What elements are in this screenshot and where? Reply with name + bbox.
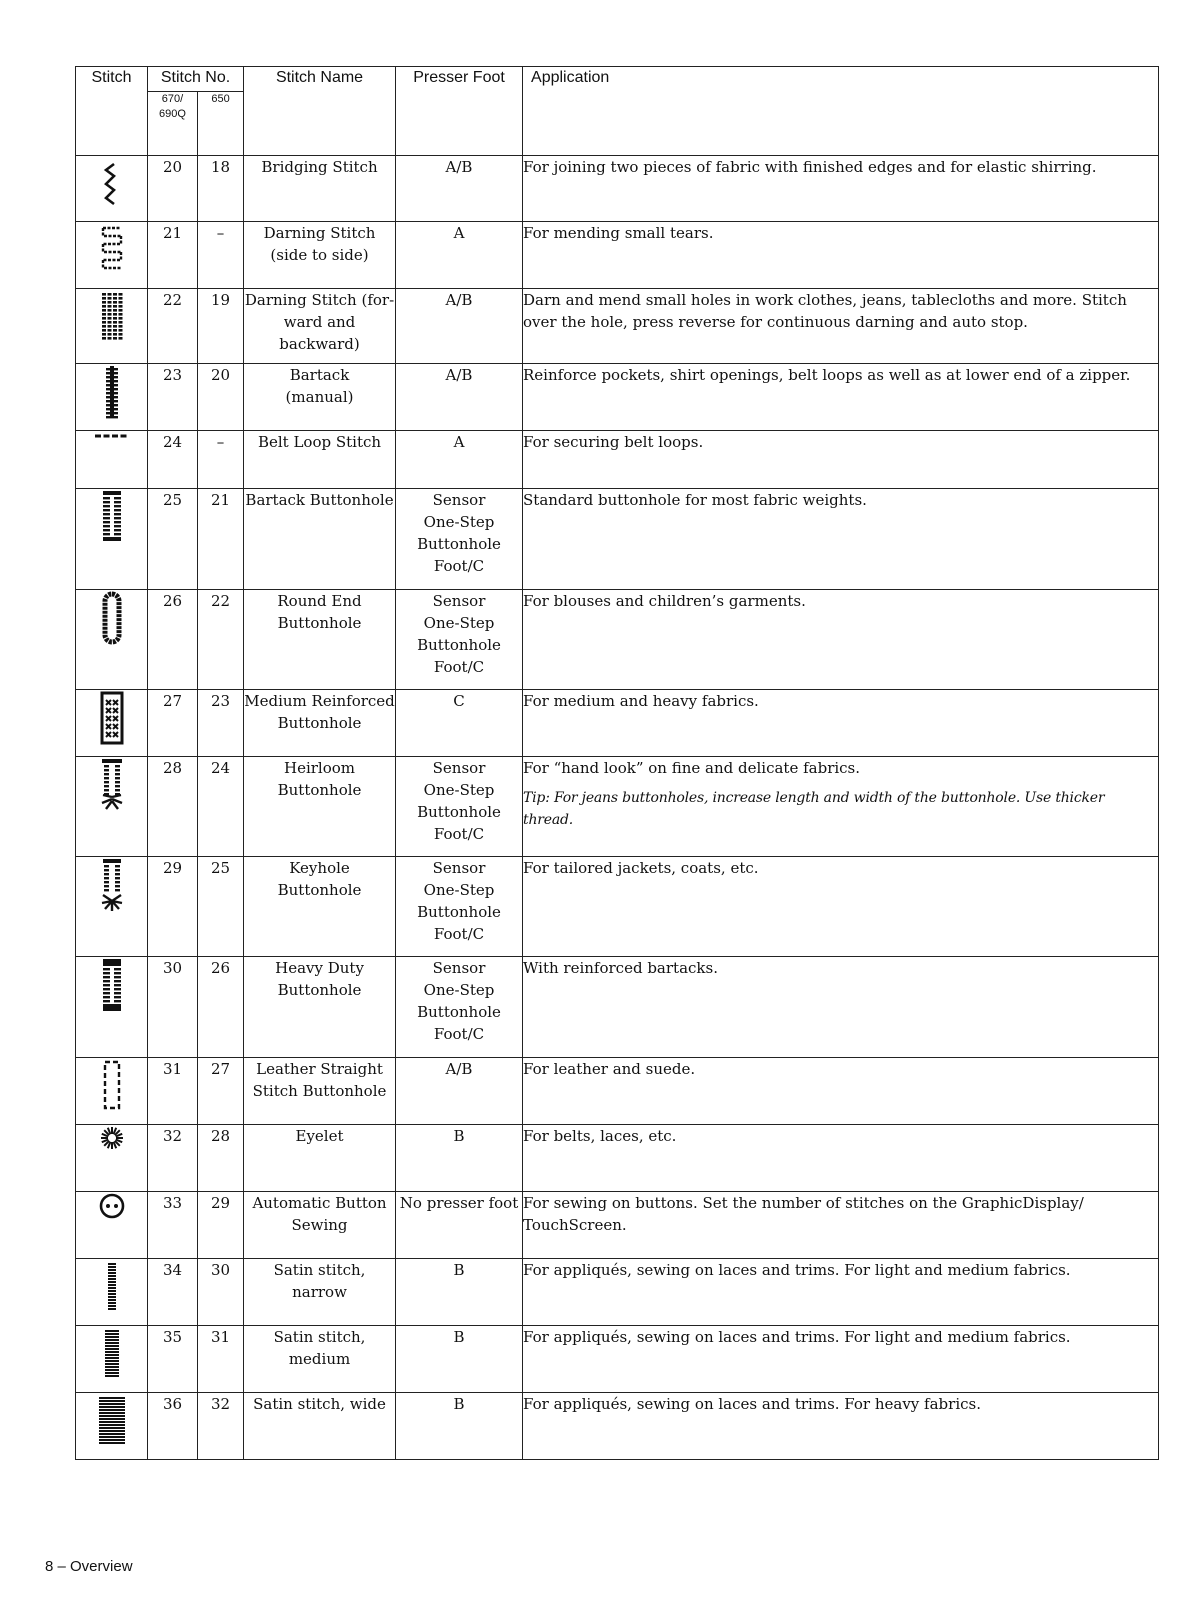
presser-foot-line: Foot/C bbox=[433, 1025, 485, 1043]
presser-foot-line: Foot/C bbox=[433, 658, 485, 676]
stitch-name bbox=[244, 431, 396, 489]
stitch-name-line: Sewing bbox=[291, 1216, 348, 1234]
stitch-name bbox=[244, 1192, 396, 1259]
presser-foot-line: Buttonhole bbox=[417, 535, 501, 553]
application-description: Reinforce pockets, shirt openings, belt loops as well as at lower end of a zipper. bbox=[523, 366, 1131, 384]
presser-foot bbox=[396, 489, 523, 590]
presser-foot-line: A bbox=[453, 224, 465, 242]
stitch-name-line: Buttonhole bbox=[277, 614, 362, 632]
presser-foot bbox=[396, 156, 523, 222]
application-description: With reinforced bartacks. bbox=[523, 959, 718, 977]
stitch-name-line: Darning Stitch bbox=[263, 224, 376, 242]
stitch-number-650: 20 bbox=[198, 364, 244, 431]
application-text bbox=[523, 690, 1159, 757]
application-description: For medium and heavy fabrics. bbox=[523, 692, 759, 710]
presser-foot bbox=[396, 431, 523, 489]
presser-foot-line: One-Step bbox=[423, 781, 495, 799]
presser-foot-line: Sensor bbox=[432, 759, 486, 777]
stitch-number-670-690q: 27 bbox=[148, 690, 198, 757]
application-text bbox=[523, 1326, 1159, 1393]
presser-foot-line: C bbox=[453, 692, 465, 710]
stitch-number-650: 19 bbox=[198, 289, 244, 364]
stitch-name bbox=[244, 590, 396, 690]
presser-foot-line: Buttonhole bbox=[417, 903, 501, 921]
stitch-row bbox=[76, 857, 1159, 957]
stitch-number-670-690q: 36 bbox=[148, 1393, 198, 1460]
stitch-name-line: (side to side) bbox=[270, 246, 369, 264]
application-description: For blouses and children’s garments. bbox=[523, 592, 806, 610]
presser-foot-line: One-Step bbox=[423, 513, 495, 531]
stitch-name-line: Bartack Buttonhole bbox=[245, 491, 394, 509]
stitch-name-line: Bridging Stitch bbox=[261, 158, 378, 176]
presser-foot bbox=[396, 1326, 523, 1393]
stitch-name bbox=[244, 1058, 396, 1125]
darning-side-icon bbox=[76, 222, 148, 289]
application-description: For belts, laces, etc. bbox=[523, 1127, 677, 1145]
stitch-name-line: Satin stitch, bbox=[273, 1328, 366, 1346]
stitch-number-670-690q: 34 bbox=[148, 1259, 198, 1326]
button-sewing-icon bbox=[76, 1192, 148, 1259]
bartack-icon bbox=[76, 364, 148, 431]
stitch-row bbox=[76, 1058, 1159, 1125]
stitch-number-650: 18 bbox=[198, 156, 244, 222]
satin-narrow-icon bbox=[76, 1259, 148, 1326]
stitch-number-670-690q: 31 bbox=[148, 1058, 198, 1125]
stitch-name-line: medium bbox=[288, 1350, 351, 1368]
stitch-name-line: Leather Straight bbox=[256, 1060, 383, 1078]
stitch-row bbox=[76, 690, 1159, 757]
stitch-row bbox=[76, 364, 1159, 431]
page-footer: 8 – Overview bbox=[45, 1558, 133, 1575]
stitch-row bbox=[76, 222, 1159, 289]
presser-foot bbox=[396, 1259, 523, 1326]
stitch-number-670-690q: 25 bbox=[148, 489, 198, 590]
header-stitch-no: Stitch No. bbox=[148, 67, 244, 92]
application-text bbox=[523, 489, 1159, 590]
stitch-number-670-690q: 32 bbox=[148, 1125, 198, 1192]
presser-foot bbox=[396, 1393, 523, 1460]
application-text bbox=[523, 1125, 1159, 1192]
application-text bbox=[523, 757, 1159, 857]
presser-foot-line: Sensor bbox=[432, 592, 486, 610]
stitch-number-670-690q: 22 bbox=[148, 289, 198, 364]
medium-reinforced-buttonhole-icon bbox=[76, 690, 148, 757]
presser-foot-line: B bbox=[453, 1395, 465, 1413]
stitch-number-670-690q: 23 bbox=[148, 364, 198, 431]
application-description: For mending small tears. bbox=[523, 224, 714, 242]
stitch-number-670-690q: 35 bbox=[148, 1326, 198, 1393]
stitch-row bbox=[76, 1326, 1159, 1393]
stitch-number-670-690q: 24 bbox=[148, 431, 198, 489]
presser-foot bbox=[396, 757, 523, 857]
stitch-name bbox=[244, 1125, 396, 1192]
presser-foot bbox=[396, 957, 523, 1058]
belt-loop-icon bbox=[76, 431, 148, 489]
application-text bbox=[523, 957, 1159, 1058]
stitch-number-650: 26 bbox=[198, 957, 244, 1058]
stitch-name-line: ward and backward) bbox=[279, 313, 360, 353]
stitch-name-line: Eyelet bbox=[295, 1127, 344, 1145]
stitch-name-line: Heirloom bbox=[284, 759, 356, 777]
header-application: Application bbox=[523, 67, 1159, 156]
header-model-670: 670/ bbox=[161, 93, 184, 106]
header-stitch: Stitch bbox=[76, 67, 148, 156]
application-text bbox=[523, 857, 1159, 957]
stitch-name bbox=[244, 156, 396, 222]
stitch-name bbox=[244, 957, 396, 1058]
stitch-row bbox=[76, 431, 1159, 489]
presser-foot-line: Sensor bbox=[432, 859, 486, 877]
presser-foot-line: Foot/C bbox=[433, 925, 485, 943]
stitch-name bbox=[244, 489, 396, 590]
stitch-name-line: Keyhole bbox=[289, 859, 350, 877]
stitch-row bbox=[76, 489, 1159, 590]
stitch-row bbox=[76, 289, 1159, 364]
presser-foot-line: One-Step bbox=[423, 614, 495, 632]
stitch-row bbox=[76, 1393, 1159, 1460]
satin-wide-icon bbox=[76, 1393, 148, 1460]
presser-foot-line: A bbox=[453, 433, 465, 451]
stitch-number-670-690q: 33 bbox=[148, 1192, 198, 1259]
application-text bbox=[523, 590, 1159, 690]
stitch-name bbox=[244, 1259, 396, 1326]
stitch-name bbox=[244, 690, 396, 757]
stitch-name-line: Buttonhole bbox=[277, 881, 362, 899]
stitch-name-line: Bartack bbox=[289, 366, 350, 384]
stitch-number-650: 30 bbox=[198, 1259, 244, 1326]
application-text bbox=[523, 222, 1159, 289]
application-description: For sewing on buttons. Set the number of stitches on the GraphicDisplay/ TouchScreen. bbox=[523, 1194, 1084, 1234]
stitch-name-line: Darning Stitch (for- bbox=[244, 291, 395, 309]
stitch-number-650: 22 bbox=[198, 590, 244, 690]
stitch-name bbox=[244, 857, 396, 957]
presser-foot bbox=[396, 857, 523, 957]
application-description: For joining two pieces of fabric with finished edges and for elastic shirring. bbox=[523, 158, 1097, 176]
presser-foot bbox=[396, 222, 523, 289]
stitch-name-line: Satin stitch, narrow bbox=[273, 1261, 366, 1301]
round-end-buttonhole-icon bbox=[76, 590, 148, 690]
stitch-row bbox=[76, 1259, 1159, 1326]
application-text bbox=[523, 1058, 1159, 1125]
stitch-number-670-690q: 20 bbox=[148, 156, 198, 222]
stitch-number-650: – bbox=[198, 431, 244, 489]
leather-buttonhole-icon bbox=[76, 1058, 148, 1125]
bridging-stitch-icon bbox=[76, 156, 148, 222]
bartack-buttonhole-icon bbox=[76, 489, 148, 590]
stitch-name-line: (manual) bbox=[285, 388, 354, 406]
presser-foot-line: A/B bbox=[445, 1060, 473, 1078]
presser-foot bbox=[396, 289, 523, 364]
stitch-number-650: 24 bbox=[198, 757, 244, 857]
presser-foot-line: A/B bbox=[445, 291, 473, 309]
presser-foot bbox=[396, 1125, 523, 1192]
presser-foot-line: Buttonhole bbox=[417, 803, 501, 821]
stitch-number-650: 31 bbox=[198, 1326, 244, 1393]
application-description: For appliqués, sewing on laces and trims. For light and medium fabrics. bbox=[523, 1328, 1071, 1346]
presser-foot-line: A/B bbox=[445, 158, 473, 176]
keyhole-buttonhole-icon bbox=[76, 857, 148, 957]
stitch-row bbox=[76, 957, 1159, 1058]
application-text bbox=[523, 1192, 1159, 1259]
stitch-row bbox=[76, 757, 1159, 857]
application-text bbox=[523, 431, 1159, 489]
stitch-name bbox=[244, 289, 396, 364]
stitch-name-line: Buttonhole bbox=[277, 714, 362, 732]
stitch-name-line: Stitch Buttonhole bbox=[252, 1082, 387, 1100]
stitch-number-650: 28 bbox=[198, 1125, 244, 1192]
presser-foot-line: Foot/C bbox=[433, 557, 485, 575]
stitch-name bbox=[244, 1393, 396, 1460]
presser-foot-line: B bbox=[453, 1261, 465, 1279]
application-text bbox=[523, 156, 1159, 222]
stitch-row bbox=[76, 590, 1159, 690]
stitch-row bbox=[76, 156, 1159, 222]
stitch-name-line: Heavy Duty bbox=[275, 959, 364, 977]
heavy-duty-buttonhole-icon bbox=[76, 957, 148, 1058]
application-text bbox=[523, 289, 1159, 364]
stitch-number-650: 21 bbox=[198, 489, 244, 590]
stitch-name bbox=[244, 364, 396, 431]
presser-foot-line: Foot/C bbox=[433, 825, 485, 843]
stitch-number-670-690q: 28 bbox=[148, 757, 198, 857]
presser-foot-line: B bbox=[453, 1328, 465, 1346]
presser-foot-line: One-Step bbox=[423, 881, 495, 899]
eyelet-icon bbox=[76, 1125, 148, 1192]
application-text bbox=[523, 1393, 1159, 1460]
header-presser-foot: Presser Foot bbox=[396, 67, 523, 156]
presser-foot-line: No presser foot bbox=[399, 1194, 519, 1212]
stitch-number-650: 32 bbox=[198, 1393, 244, 1460]
application-description: For leather and suede. bbox=[523, 1060, 696, 1078]
presser-foot-line: Buttonhole bbox=[417, 636, 501, 654]
stitch-number-670-690q: 26 bbox=[148, 590, 198, 690]
stitch-name-line: Automatic Button bbox=[252, 1194, 387, 1212]
application-description: For tailored jackets, coats, etc. bbox=[523, 859, 759, 877]
presser-foot-line: Sensor bbox=[432, 959, 486, 977]
stitch-number-650: 23 bbox=[198, 690, 244, 757]
stitch-row bbox=[76, 1125, 1159, 1192]
header-model-690q: 690Q bbox=[159, 108, 186, 121]
header-stitch-name: Stitch Name bbox=[244, 67, 396, 156]
satin-medium-icon bbox=[76, 1326, 148, 1393]
stitch-name-line: Satin stitch, wide bbox=[253, 1395, 386, 1413]
stitch-name bbox=[244, 757, 396, 857]
stitch-number-670-690q: 29 bbox=[148, 857, 198, 957]
stitch-name-line: Belt Loop Stitch bbox=[257, 433, 382, 451]
stitch-number-650: – bbox=[198, 222, 244, 289]
application-description: Darn and mend small holes in work clothes, jeans, tablecloths and more. Stitch over the hole, press reverse for continuous darning and auto stop. bbox=[523, 291, 1127, 331]
darning-forward-icon bbox=[76, 289, 148, 364]
presser-foot-line: A/B bbox=[445, 366, 473, 384]
application-description: Standard buttonhole for most fabric weights. bbox=[523, 491, 867, 509]
heirloom-buttonhole-icon bbox=[76, 757, 148, 857]
stitch-name-line: Round End bbox=[277, 592, 362, 610]
header-model-650: 650 bbox=[198, 92, 244, 156]
application-text bbox=[523, 1259, 1159, 1326]
stitch-name-line: Medium Reinforced bbox=[244, 692, 395, 710]
stitch-name bbox=[244, 222, 396, 289]
stitch-number-650: 27 bbox=[198, 1058, 244, 1125]
application-description: For “hand look” on fine and delicate fabrics. bbox=[523, 759, 861, 777]
presser-foot bbox=[396, 1192, 523, 1259]
stitch-name-line: Buttonhole bbox=[277, 981, 362, 999]
stitch-number-650: 25 bbox=[198, 857, 244, 957]
stitch-number-670-690q: 30 bbox=[148, 957, 198, 1058]
application-description: For securing belt loops. bbox=[523, 433, 704, 451]
presser-foot-line: One-Step bbox=[423, 981, 495, 999]
presser-foot bbox=[396, 590, 523, 690]
application-description: For appliqués, sewing on laces and trims. For light and medium fabrics. bbox=[523, 1261, 1071, 1279]
application-description: For appliqués, sewing on laces and trims. For heavy fabrics. bbox=[523, 1395, 981, 1413]
presser-foot bbox=[396, 690, 523, 757]
presser-foot-line: B bbox=[453, 1127, 465, 1145]
stitch-name-line: Buttonhole bbox=[277, 781, 362, 799]
presser-foot-line: Buttonhole bbox=[417, 1003, 501, 1021]
presser-foot bbox=[396, 364, 523, 431]
stitch-number-650: 29 bbox=[198, 1192, 244, 1259]
presser-foot bbox=[396, 1058, 523, 1125]
stitch-number-670-690q: 21 bbox=[148, 222, 198, 289]
header-model-670-690q bbox=[148, 92, 198, 156]
stitch-row bbox=[76, 1192, 1159, 1259]
presser-foot-line: Sensor bbox=[432, 491, 486, 509]
stitch-name bbox=[244, 1326, 396, 1393]
application-tip: Tip: For jeans buttonholes, increase length and width of the buttonhole. Use thicker thread. bbox=[523, 790, 1105, 828]
stitch-table bbox=[75, 66, 1159, 1460]
application-text bbox=[523, 364, 1159, 431]
